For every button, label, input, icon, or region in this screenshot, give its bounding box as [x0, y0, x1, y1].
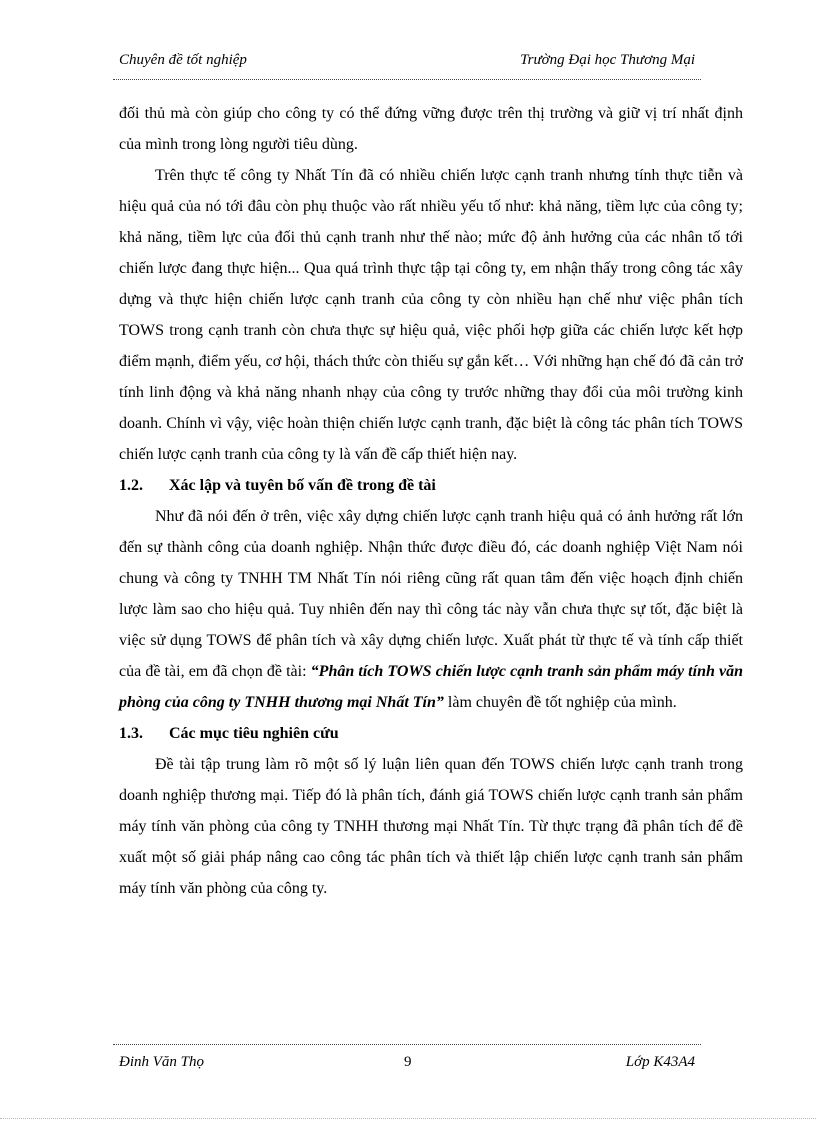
paragraph-text: Như đã nói đến ở trên, việc xây dựng chiến lược cạnh tranh hiệu quả có ảnh hưởng rất lớn đến sự thành công của doanh nghiệp. Nhận thức được điều đó, các doanh nghiệp Việt Nam nói chung và công ty TNHH TM Nhất Tín nói riêng cũng rất quan tâm đến việc hoạch định chiến lược làm sao cho hiệu quả. Tuy nhiên đến nay thì công tác này vẫn chưa thực sự tốt, đặc biệt là việc sử dụng TOWS để phân tích và xây dựng chiến lược. Xuất phát từ thực tế và tính cấp thiết của đề tài, em đã chọn đề tài:	[119, 508, 743, 680]
section-number: 1.3.	[119, 725, 143, 742]
page-edge-divider	[0, 1118, 816, 1119]
header-left: Chuyên đề tốt nghiệp	[119, 52, 247, 68]
paragraph-nhat-tin-strategy: Trên thực tế công ty Nhất Tín đã có nhiều chiến lược cạnh tranh nhưng tính thực tiễn và hiệu quả của nó tới đâu còn phụ thuộc vào rất nhiều yếu tố như: khả năng, tiềm lực của công ty; khả năng, tiềm lực của đối thủ cạnh tranh như thế nào; mức độ ảnh hưởng của các nhân tố tới chiến lược đang thực hiện... Qua quá trình thực tập tại công ty, em nhận thấy trong công tác xây dựng và thực hiện chiến lược cạnh tranh của công ty còn nhiều hạn chế như việc phân tích TOWS trong cạnh tranh còn chưa thực sự hiệu quả, việc phối hợp giữa các chiến lược kết hợp điểm mạnh, điểm yếu, cơ hội, thách thức còn thiếu sự gắn kết… Với những hạn chế đó đã cản trở tính linh động và khả năng nhanh nhạy của công ty trước những thay đổi của môi trường kinh doanh. Chính vì vậy, việc hoàn thiện chiến lược cạnh tranh, đặc biệt là công tác phân tích TOWS chiến lược cạnh tranh của công ty là vấn đề cấp thiết hiện nay.	[119, 167, 743, 463]
page-number: 9	[404, 1054, 412, 1070]
header-divider	[113, 79, 701, 80]
paragraph-text: làm chuyên đề tốt nghiệp của mình.	[443, 694, 677, 711]
paragraph-objectives: Đề tài tập trung làm rõ một số lý luận liên quan đến TOWS chiến lược cạnh tranh trong doanh nghiệp thương mại. Tiếp đó là phân tích, đánh giá TOWS chiến lược cạnh tranh sản phẩm máy tính văn phòng của công ty TNHH thương mại Nhất Tín. Từ thực trạng đã phân tích để đề xuất một số giải pháp nâng cao công tác phân tích và thiết lập chiến lược cạnh tranh sản phẩm máy tính văn phòng của công ty.	[119, 756, 743, 897]
footer-divider	[113, 1044, 701, 1045]
page-body	[119, 98, 743, 904]
page-footer	[119, 1054, 695, 1076]
section-title: Các mục tiêu nghiên cứu	[169, 725, 339, 742]
thesis-title: “Phân tích TOWS chiến lược cạnh tranh sản phẩm máy tính văn phòng của công ty TNHH thương mại Nhất Tín”	[119, 663, 744, 711]
section-heading-1-3	[119, 718, 743, 749]
section-number: 1.2.	[119, 477, 143, 494]
footer-class: Lớp K43A4	[625, 1054, 695, 1070]
paragraph-problem-statement	[119, 501, 743, 718]
paragraph-continuation: đối thủ mà còn giúp cho công ty có thể đứng vững được trên thị trường và giữ vị trí nhất định của mình trong lòng người tiêu dùng.	[119, 105, 743, 153]
section-title: Xác lập và tuyên bố vấn đề trong đề tài	[169, 477, 436, 494]
header-right: Trường Đại học Thương Mại	[520, 52, 695, 68]
footer-author: Đinh Văn Thọ	[119, 1054, 205, 1070]
page-header	[119, 52, 695, 74]
section-heading-1-2	[119, 470, 743, 501]
